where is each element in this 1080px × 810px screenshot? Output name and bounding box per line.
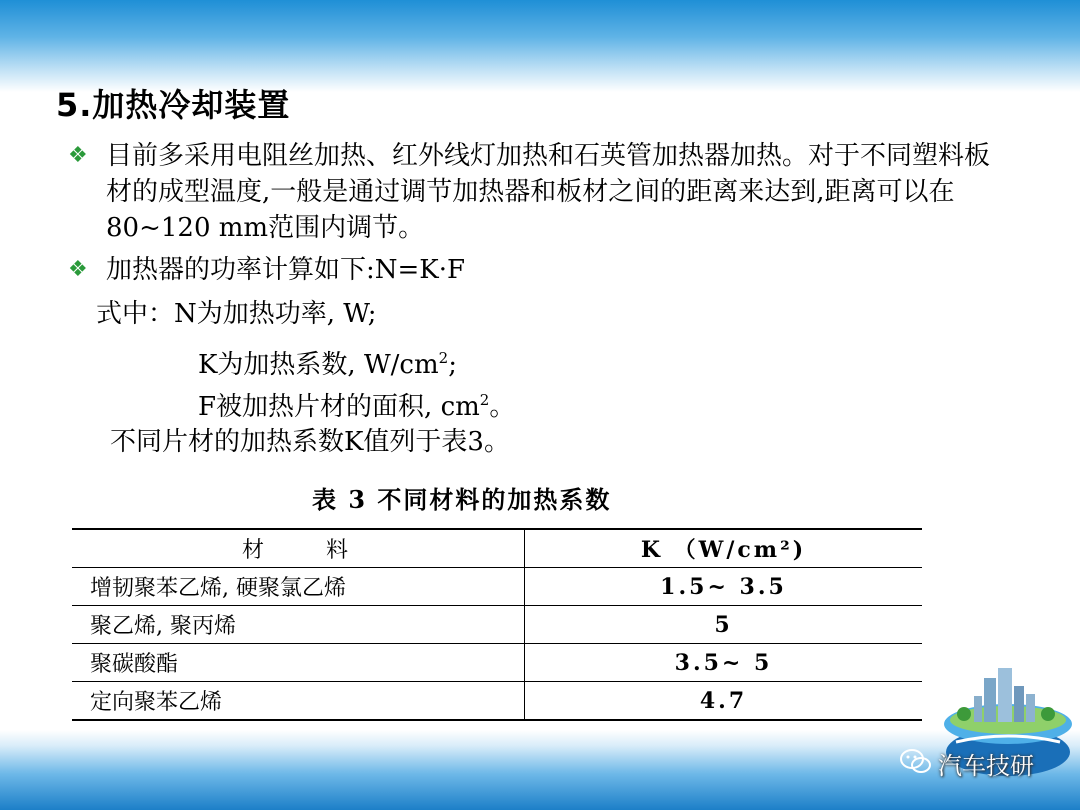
heating-coefficient-table [72,528,922,721]
table-row [72,644,922,682]
superscript: 2 [479,391,490,409]
table-row [72,682,922,721]
cell-k: 1.5~ 3.5 [525,568,923,606]
diamond-bullet-icon: ❖ [68,143,88,168]
header-k: K （W/cm²) [525,529,923,568]
cell-material: 聚乙烯, 聚丙烯 [72,606,525,644]
bullet-power-formula [68,252,1006,288]
formula-n-line: 式中：N为加热功率, W; [96,299,377,329]
formula-k-line [198,340,457,383]
cell-material: 聚碳酸酯 [72,644,525,682]
header-material: 材 料 [72,529,525,568]
cell-k: 3.5~ 5 [525,644,923,682]
formula-f-suffix: 。 [489,392,516,422]
formula-f-line [198,382,515,425]
cell-k: 4.7 [525,682,923,721]
top-gradient-band [0,0,1080,92]
bullet-text: 加热器的功率计算如下:N=K·F [106,255,466,285]
formula-k-suffix: ; [448,350,457,380]
table-row [72,606,922,644]
formula-k-text: K为加热系数, W/cm [198,350,439,380]
watermark-text: 汽车技研 [938,752,1034,780]
table-row [72,568,922,606]
cell-k: 5 [525,606,923,644]
formula-f-text: F被加热片材的面积, cm [198,392,480,422]
cell-material: 增韧聚苯乙烯, 硬聚氯乙烯 [72,568,525,606]
table-intro-line: 不同片材的加热系数K值列于表3。 [110,427,510,457]
bullet-heating-methods [68,138,1006,246]
diamond-bullet-icon: ❖ [68,257,88,282]
slide-title: 5.加热冷却装置 [56,86,291,124]
table-header-row [72,529,922,568]
table-caption: 表 3 不同材料的加热系数 [312,485,612,514]
wechat-icon [900,748,932,776]
bullet-text: 目前多采用电阻丝加热、红外线灯加热和石英管加热器加热。对于不同塑料板材的成型温度,一般是通过调节加热器和板材之间的距离来达到,距离可以在80~120 mm范围内调节。 [106,141,991,243]
superscript: 2 [438,349,449,367]
cell-material: 定向聚苯乙烯 [72,682,525,721]
wechat-watermark [900,744,1070,780]
